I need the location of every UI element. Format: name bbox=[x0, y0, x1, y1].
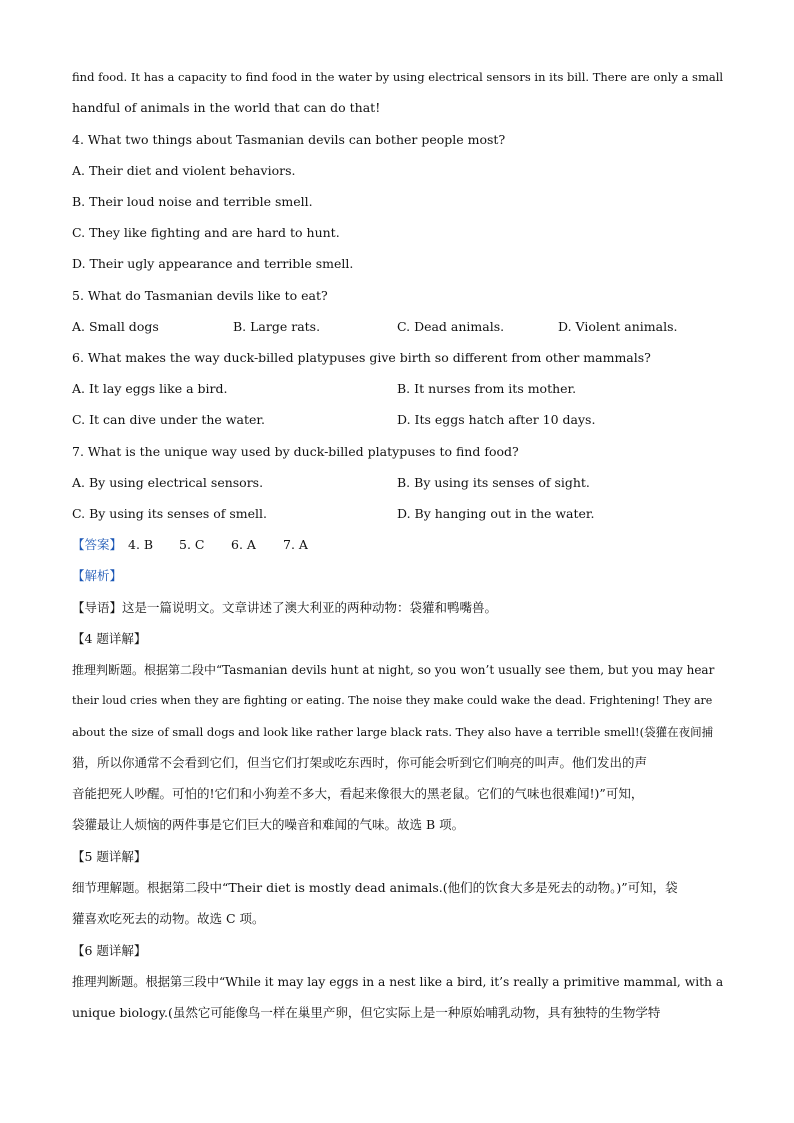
q6-detail-label: 【6 题详解】 bbox=[72, 943, 147, 958]
q4-detail-line: 袋獾最让人烦恼的两件事是它们巨大的噪音和难闻的气味。故选 B 项。 bbox=[72, 817, 465, 832]
question-7-option-d: D. By hanging out in the water. bbox=[397, 506, 595, 521]
question-4-option-b: B. Their loud noise and terrible smell. bbox=[72, 194, 313, 209]
passage-text: find food. It has a capacity to find food in the water by using electrical sensors in its bill. There are only a small bbox=[72, 70, 724, 84]
guide-line bbox=[72, 600, 497, 616]
question-7-stem: 7. What is the unique way used by duck-billed platypuses to find food? bbox=[72, 444, 519, 459]
question-4-option-c: C. They like fighting and are hard to hunt. bbox=[72, 225, 340, 240]
passage-line: handful of animals in the world that can do that! bbox=[72, 100, 381, 115]
q4-detail-text: 推理判断题。根据第二段中“Tasmanian devils hunt at night, so you won’t usually see them, but you may hear bbox=[72, 663, 715, 677]
question-5-option-d: D. Violent animals. bbox=[558, 319, 678, 334]
q4-detail-text: about the size of small dogs and look like rather large black rats. They also have a terrible smell!(袋獾在夜间捕 bbox=[72, 725, 714, 739]
q5-detail-label: 【5 题详解】 bbox=[72, 849, 147, 864]
question-4-stem: 4. What two things about Tasmanian devils can bother people most? bbox=[72, 132, 506, 147]
q4-detail-text: 音能把死人吵醒。可怕的!它们和小狗差不多大，看起来像很大的黑老鼠。它们的气味也很难闻!)”可知， bbox=[72, 786, 644, 801]
question-6-option-d: D. Its eggs hatch after 10 days. bbox=[397, 412, 596, 427]
q6-detail-line bbox=[72, 974, 722, 990]
question-6-option-a: A. It lay eggs like a bird. bbox=[72, 381, 228, 396]
question-7-option-a: A. By using electrical sensors. bbox=[72, 475, 264, 490]
question-5-option-c: C. Dead animals. bbox=[397, 319, 505, 334]
q4-detail-label: 【4 题详解】 bbox=[72, 631, 147, 646]
q6-detail-text: 推理判断题。根据第三段中“While it may lay eggs in a nest like a bird, it’s really a primitive mammal, with a bbox=[72, 975, 724, 989]
answer-q6: 6. A bbox=[231, 537, 256, 552]
question-5-stem: 5. What do Tasmanian devils like to eat? bbox=[72, 288, 328, 303]
q6-detail-line bbox=[72, 1005, 722, 1021]
question-5-option-b: B. Large rats. bbox=[233, 319, 321, 334]
answer-label-text: 【答案】 bbox=[72, 537, 123, 552]
guide-text: 这是一篇说明文。文章讲述了澳大利亚的两种动物：袋獾和鸭嘴兽。 bbox=[122, 600, 498, 615]
question-4-option-d: D. Their ugly appearance and terrible smell. bbox=[72, 256, 354, 271]
q4-detail-line bbox=[72, 693, 722, 709]
q5-detail-line bbox=[72, 880, 722, 896]
question-7-option-b: B. By using its senses of sight. bbox=[397, 475, 590, 490]
q4-detail-line bbox=[72, 786, 722, 802]
analysis-label-text: 【解析】 bbox=[72, 568, 123, 583]
q4-detail-line bbox=[72, 662, 722, 678]
question-6-option-b: B. It nurses from its mother. bbox=[397, 381, 577, 396]
question-4-option-a: A. Their diet and violent behaviors. bbox=[72, 163, 296, 178]
q4-detail-line bbox=[72, 755, 722, 771]
answer-q7: 7. A bbox=[283, 537, 308, 552]
answer-q4: 4. B bbox=[128, 537, 154, 552]
question-6-stem: 6. What makes the way duck-billed platypuses give birth so different from other mammals? bbox=[72, 350, 651, 365]
question-6-option-c: C. It can dive under the water. bbox=[72, 412, 265, 427]
q4-detail-text: their loud cries when they are fighting or eating. The noise they make could wake the dead. Frightening! They are bbox=[72, 694, 713, 707]
answer-label bbox=[72, 537, 122, 553]
q4-detail-text: 猎，所以你通常不会看到它们，但当它们打架或吃东西时，你可能会听到它们响亮的叫声。他们发出的声 bbox=[72, 755, 648, 770]
guide-label: 【导语】 bbox=[72, 600, 123, 615]
analysis-label bbox=[72, 568, 122, 584]
q6-detail-text: unique biology.(虽然它可能像鸟一样在巢里产卵，但它实际上是一种原始哺乳动物，具有独特的生物学特 bbox=[72, 1005, 661, 1020]
q4-detail-line bbox=[72, 724, 722, 740]
q5-detail-line: 獾喜欢吃死去的动物。故选 C 项。 bbox=[72, 911, 265, 926]
question-7-option-c: C. By using its senses of smell. bbox=[72, 506, 268, 521]
answer-q5: 5. C bbox=[179, 537, 205, 552]
q5-detail-text: 细节理解题。根据第二段中“Their diet is mostly dead animals.(他们的饮食大多是死去的动物。)”可知，袋 bbox=[72, 880, 678, 895]
passage-line bbox=[72, 69, 722, 85]
question-5-option-a: A. Small dogs bbox=[72, 319, 159, 334]
